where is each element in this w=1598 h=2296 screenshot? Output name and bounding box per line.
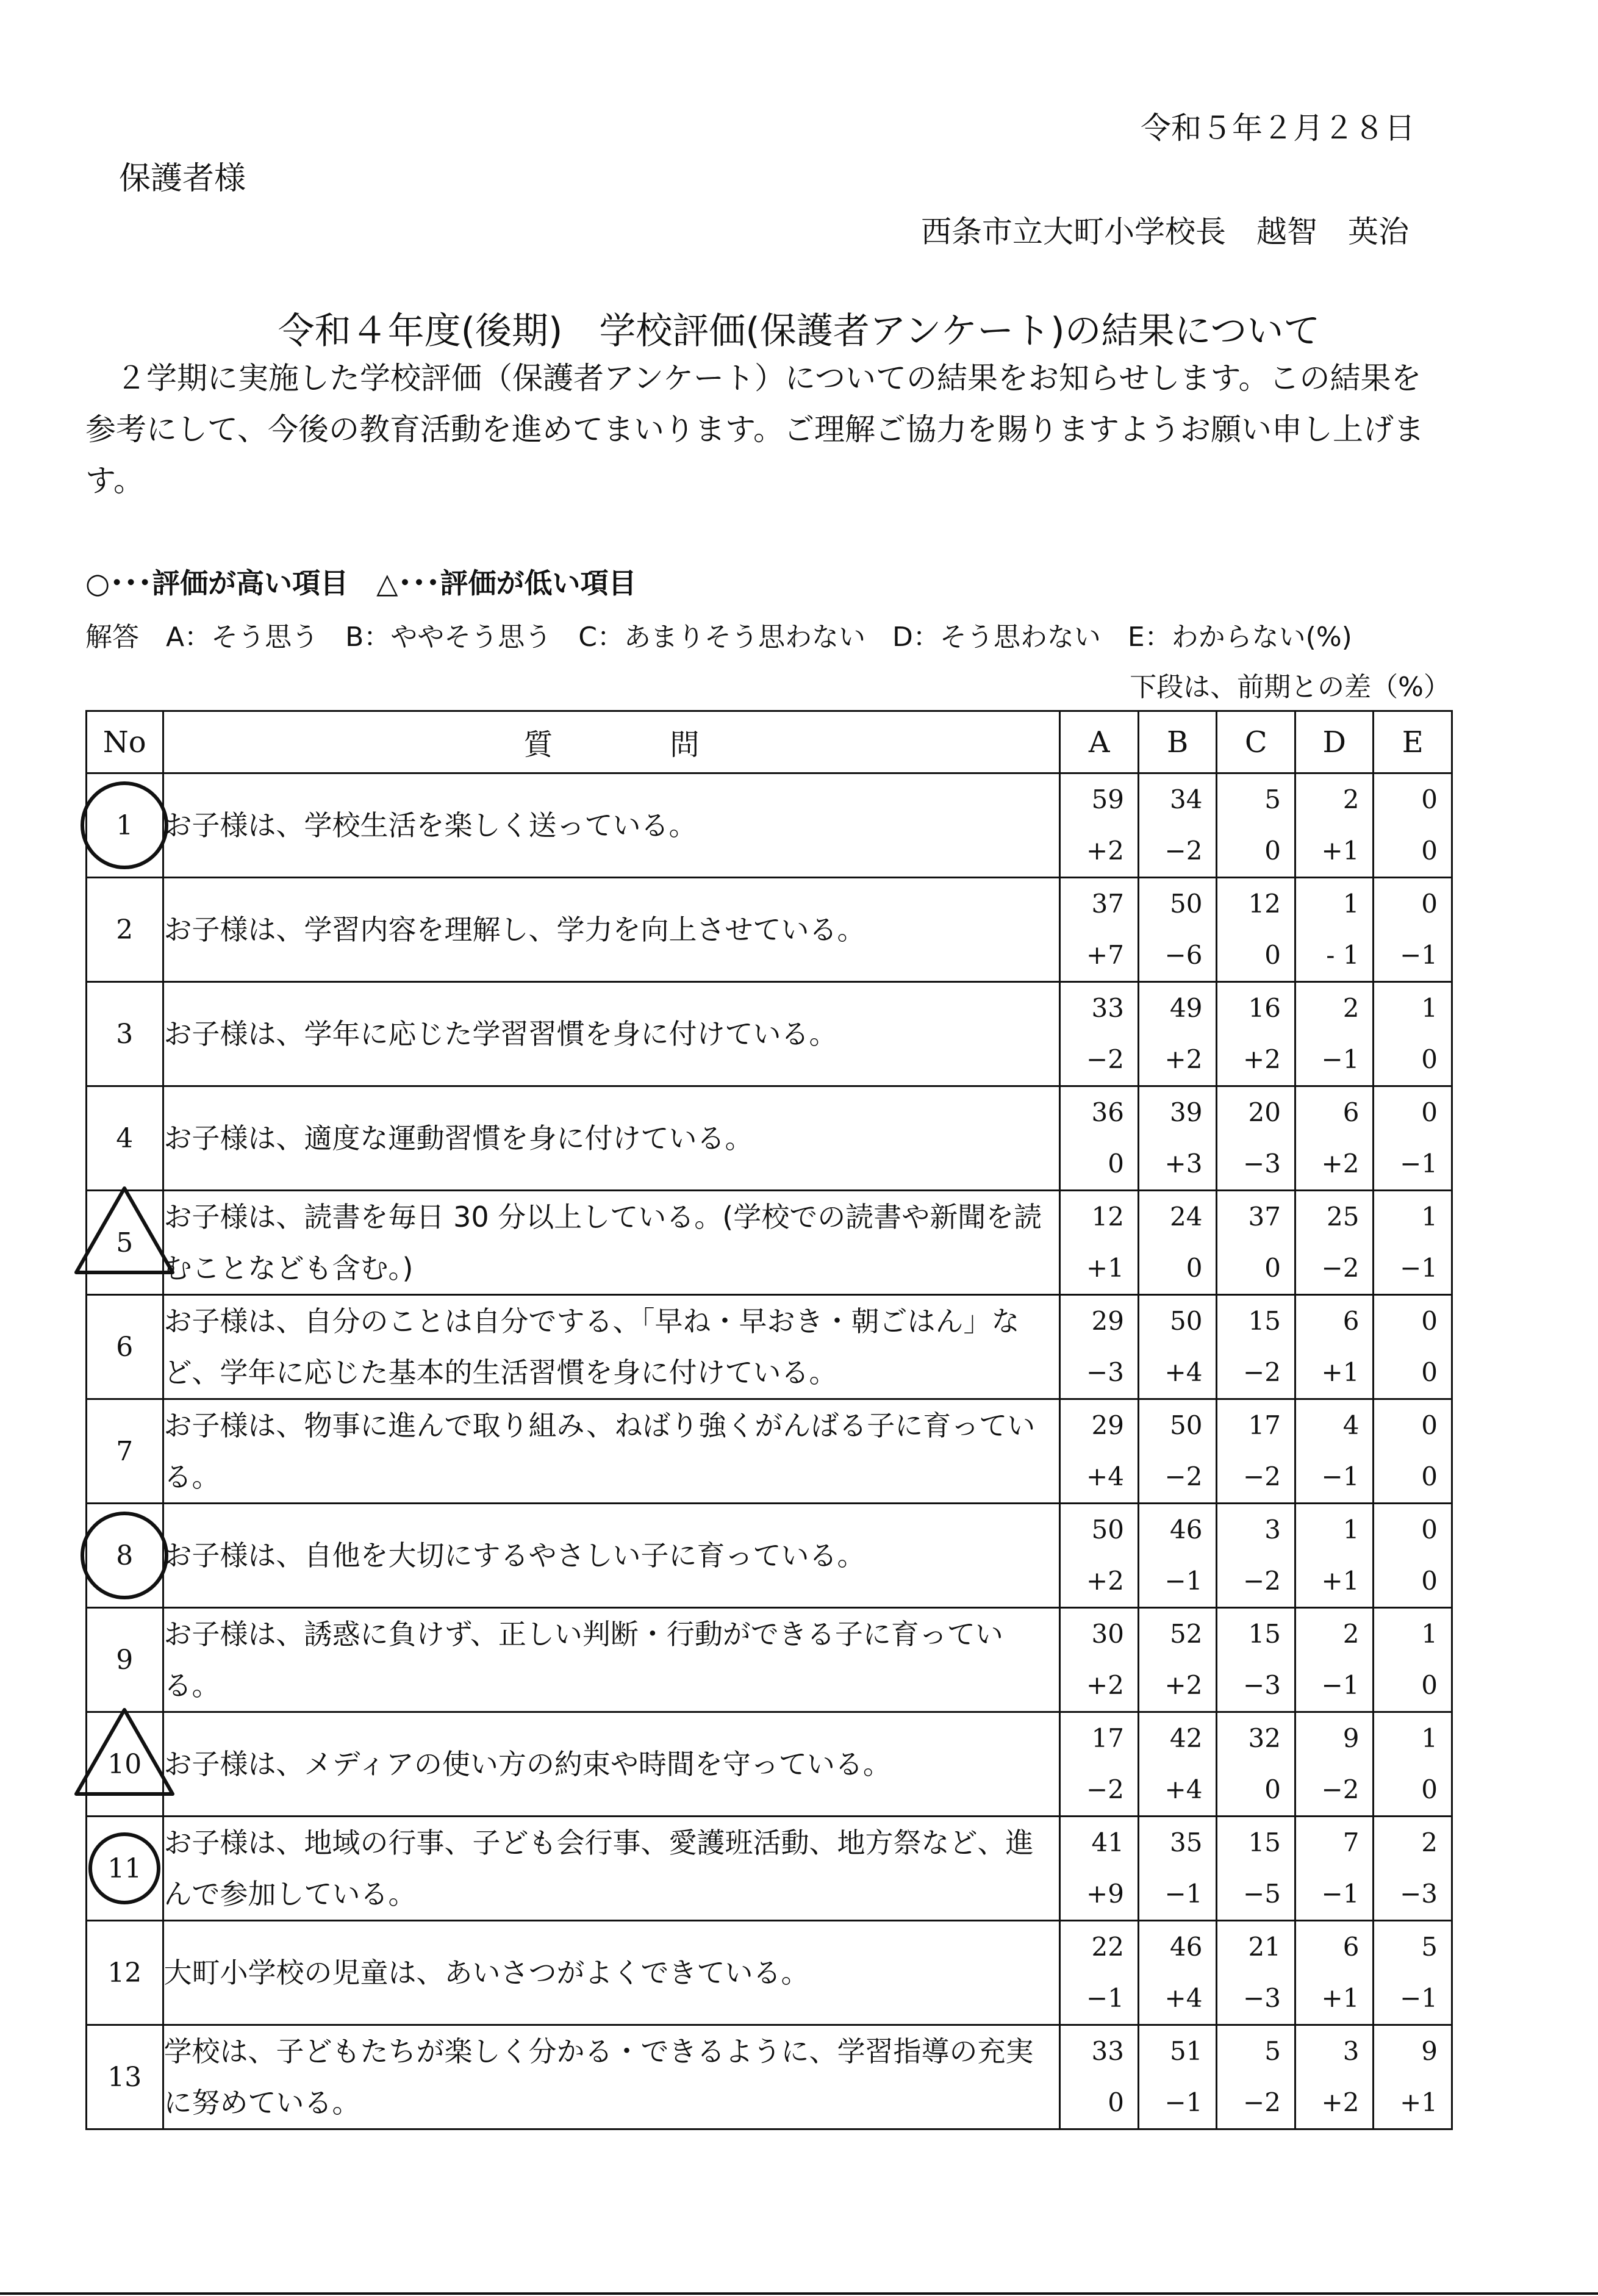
table-row: [87, 1191, 1452, 1295]
row-number-cell: [87, 1712, 163, 1817]
value-cell-a: [1060, 1191, 1139, 1295]
value-cell-b: [1138, 878, 1217, 982]
question-text: お子様は、自分のことは自分でする、「早ね・早おき・朝ごはん」など、学年に応じた基本的生活習慣を身に付けている。: [163, 1295, 1060, 1399]
value-cell-e: [1374, 2025, 1452, 2129]
value-cell-e: [1374, 1921, 1452, 2025]
value-cell-b: [1138, 773, 1217, 878]
value-cell-b: [1138, 982, 1217, 1086]
value-cell-b: [1138, 1921, 1217, 2025]
current-percent: 0: [1421, 1097, 1438, 1127]
document-date: 令和５年２月２８日: [1141, 110, 1415, 146]
value-cell-c: [1217, 2025, 1295, 2129]
current-percent: 50: [1169, 889, 1203, 919]
current-percent: 1: [1421, 1723, 1438, 1753]
current-percent: 22: [1091, 1932, 1124, 1962]
current-percent: 25: [1327, 1202, 1360, 1232]
current-percent: 33: [1091, 993, 1124, 1023]
value-cell-c: [1217, 1608, 1295, 1712]
value-cell-e: [1374, 1504, 1452, 1608]
difference-from-previous: −2: [1086, 1044, 1124, 1074]
difference-from-previous: −1: [1321, 1462, 1360, 1491]
value-cell-e: [1374, 982, 1452, 1086]
difference-from-previous: +4: [1164, 1774, 1203, 1804]
difference-note: 下段は、前期との差（%）: [1130, 672, 1450, 703]
question-text: お子様は、誘惑に負けず、正しい判断・行動ができる子に育っている。: [163, 1608, 1060, 1712]
row-number-cell: [87, 1295, 163, 1399]
header-e: E: [1374, 711, 1452, 773]
current-percent: 15: [1248, 1619, 1281, 1649]
intro-text: ２学期に実施した学校評価（保護者アンケート）についての結果をお知らせします。この結果を参考にして、今後の教育活動を進めてまいります。ご理解ご協力を賜りますようお願い申し上げます。: [85, 361, 1424, 498]
value-cell-d: [1295, 773, 1374, 878]
difference-from-previous: −1: [1400, 1983, 1438, 2013]
difference-from-previous: +7: [1086, 940, 1124, 970]
current-percent: 3: [1264, 1515, 1281, 1544]
value-cell-c: [1217, 1086, 1295, 1191]
value-cell-c: [1217, 1817, 1295, 1921]
value-cell-b: [1138, 1191, 1217, 1295]
difference-from-previous: −3: [1086, 1357, 1124, 1387]
value-cell-e: [1374, 1086, 1452, 1191]
row-number-cell: [87, 1086, 163, 1191]
table-body: [87, 773, 1452, 2129]
current-percent: 34: [1169, 784, 1203, 814]
difference-from-previous: −2: [1243, 1566, 1281, 1596]
question-text: お子様は、地域の行事、子ども会行事、愛護班活動、地方祭など、進んで参加している。: [163, 1817, 1060, 1921]
row-number-cell: [87, 878, 163, 982]
current-percent: 59: [1091, 784, 1124, 814]
difference-from-previous: −1: [1400, 1253, 1438, 1283]
difference-from-previous: +3: [1164, 1149, 1203, 1178]
difference-from-previous: −2: [1321, 1253, 1360, 1283]
current-percent: 12: [1248, 889, 1281, 919]
value-cell-d: [1295, 1608, 1374, 1712]
current-percent: 15: [1248, 1306, 1281, 1336]
survey-results-table: [85, 710, 1453, 2130]
row-number: 2: [116, 914, 134, 945]
mark-legend: ○･･･評価が高い項目 △･･･評価が低い項目: [85, 567, 637, 600]
current-percent: 5: [1264, 2036, 1281, 2066]
row-number: 1: [116, 809, 134, 841]
question-text: お子様は、読書を毎日 30 分以上している。(学校での読書や新聞を読むことなども含む。): [163, 1191, 1060, 1295]
table-row: [87, 1712, 1452, 1817]
current-percent: 50: [1091, 1515, 1124, 1544]
row-number-cell: [87, 1608, 163, 1712]
current-percent: 15: [1248, 1828, 1281, 1857]
value-cell-c: [1217, 1504, 1295, 1608]
value-cell-c: [1217, 1295, 1295, 1399]
current-percent: 50: [1169, 1410, 1203, 1440]
value-cell-d: [1295, 1399, 1374, 1504]
difference-from-previous: −1: [1321, 1670, 1360, 1700]
row-number: 7: [116, 1435, 134, 1467]
value-cell-b: [1138, 2025, 1217, 2129]
value-cell-a: [1060, 1399, 1139, 1504]
current-percent: 21: [1248, 1932, 1281, 1962]
current-percent: 5: [1421, 1932, 1438, 1962]
table-row: [87, 1504, 1452, 1608]
value-cell-b: [1138, 1295, 1217, 1399]
value-cell-c: [1217, 878, 1295, 982]
difference-from-previous: −1: [1164, 1879, 1203, 1909]
difference-from-previous: +1: [1086, 1253, 1124, 1283]
difference-from-previous: +9: [1086, 1879, 1124, 1909]
header-a: A: [1060, 711, 1139, 773]
table-row: [87, 878, 1452, 982]
table-row: [87, 1295, 1452, 1399]
value-cell-e: [1374, 878, 1452, 982]
question-text: 大町小学校の児童は、あいさつがよくできている。: [163, 1921, 1060, 2025]
value-cell-c: [1217, 773, 1295, 878]
difference-from-previous: −2: [1243, 1462, 1281, 1491]
difference-from-previous: −1: [1164, 2087, 1203, 2117]
value-cell-d: [1295, 1191, 1374, 1295]
difference-from-previous: 0: [1108, 2087, 1124, 2117]
current-percent: 37: [1091, 889, 1124, 919]
difference-from-previous: +4: [1086, 1462, 1124, 1491]
value-cell-e: [1374, 1712, 1452, 1817]
current-percent: 41: [1091, 1828, 1124, 1857]
difference-from-previous: +1: [1321, 1983, 1360, 2013]
intro-paragraph: [85, 353, 1452, 506]
difference-from-previous: +2: [1243, 1044, 1281, 1074]
row-number-cell: [87, 982, 163, 1086]
row-number: 6: [116, 1331, 134, 1363]
current-percent: 50: [1169, 1306, 1203, 1336]
row-number: 4: [116, 1122, 134, 1154]
value-cell-a: [1060, 1295, 1139, 1399]
value-cell-e: [1374, 773, 1452, 878]
row-number: 13: [107, 2061, 142, 2093]
difference-from-previous: +2: [1164, 1044, 1203, 1074]
table-row: [87, 1817, 1452, 1921]
document-title: 令和４年度(後期) 学校評価(保護者アンケート)の結果について: [278, 310, 1320, 353]
value-cell-d: [1295, 1295, 1374, 1399]
current-percent: 17: [1091, 1723, 1124, 1753]
header-c: C: [1217, 711, 1295, 773]
difference-from-previous: +1: [1321, 1357, 1360, 1387]
row-number-cell: [87, 2025, 163, 2129]
header-question: 質 問: [163, 711, 1060, 773]
value-cell-e: [1374, 1399, 1452, 1504]
value-cell-e: [1374, 1608, 1452, 1712]
value-cell-b: [1138, 1817, 1217, 1921]
current-percent: 39: [1169, 1097, 1203, 1127]
value-cell-d: [1295, 982, 1374, 1086]
value-cell-e: [1374, 1295, 1452, 1399]
current-percent: 2: [1421, 1828, 1438, 1857]
difference-from-previous: −1: [1400, 1149, 1438, 1178]
row-number: 11: [107, 1853, 142, 1884]
value-cell-a: [1060, 982, 1139, 1086]
row-number-cell: [87, 1921, 163, 2025]
current-percent: 32: [1248, 1723, 1281, 1753]
row-number: 3: [116, 1018, 134, 1050]
current-percent: 49: [1169, 993, 1203, 1023]
current-percent: 3: [1342, 2036, 1360, 2066]
difference-from-previous: −3: [1243, 1670, 1281, 1700]
value-cell-a: [1060, 1608, 1139, 1712]
value-cell-a: [1060, 1921, 1139, 2025]
difference-from-previous: +4: [1164, 1357, 1203, 1387]
current-percent: 46: [1169, 1515, 1203, 1544]
current-percent: 33: [1091, 2036, 1124, 2066]
question-text: 学校は、子どもたちが楽しく分かる・できるように、学習指導の充実に努めている。: [163, 2025, 1060, 2129]
current-percent: 46: [1169, 1932, 1203, 1962]
table-row: [87, 1608, 1452, 1712]
row-number: 5: [116, 1227, 134, 1258]
difference-from-previous: −3: [1243, 1149, 1281, 1178]
value-cell-d: [1295, 878, 1374, 982]
current-percent: 24: [1169, 1202, 1203, 1232]
current-percent: 1: [1342, 889, 1360, 919]
table-row: [87, 1086, 1452, 1191]
difference-from-previous: 0: [1264, 1253, 1281, 1283]
value-cell-c: [1217, 1921, 1295, 2025]
question-text: お子様は、学年に応じた学習習慣を身に付けている。: [163, 982, 1060, 1086]
difference-from-previous: −1: [1086, 1983, 1124, 2013]
value-cell-c: [1217, 1712, 1295, 1817]
value-cell-b: [1138, 1712, 1217, 1817]
current-percent: 6: [1342, 1932, 1360, 1962]
current-percent: 9: [1342, 1723, 1360, 1753]
value-cell-c: [1217, 982, 1295, 1086]
current-percent: 37: [1248, 1202, 1281, 1232]
header-no: No: [87, 711, 163, 773]
difference-from-previous: −2: [1164, 1462, 1203, 1491]
value-cell-d: [1295, 1712, 1374, 1817]
current-percent: 6: [1342, 1306, 1360, 1336]
table-row: [87, 1921, 1452, 2025]
current-percent: 2: [1342, 1619, 1360, 1649]
difference-from-previous: +1: [1321, 836, 1360, 866]
question-text: お子様は、適度な運動習慣を身に付けている。: [163, 1086, 1060, 1191]
value-cell-d: [1295, 1086, 1374, 1191]
table-row: [87, 1399, 1452, 1504]
difference-from-previous: −2: [1164, 836, 1203, 866]
question-text: お子様は、学習内容を理解し、学力を向上させている。: [163, 878, 1060, 982]
difference-from-previous: −5: [1243, 1879, 1281, 1909]
current-percent: 0: [1421, 1515, 1438, 1544]
row-number-cell: [87, 1817, 163, 1921]
difference-from-previous: 0: [1421, 1774, 1438, 1804]
current-percent: 36: [1091, 1097, 1124, 1127]
page-bottom-rule: [0, 2292, 1598, 2295]
row-number: 12: [107, 1957, 142, 1989]
difference-from-previous: 0: [1421, 1670, 1438, 1700]
value-cell-d: [1295, 2025, 1374, 2129]
difference-from-previous: −6: [1164, 940, 1203, 970]
value-cell-d: [1295, 1921, 1374, 2025]
value-cell-b: [1138, 1608, 1217, 1712]
current-percent: 2: [1342, 784, 1360, 814]
answers-key: 解答 A：そう思う B：ややそう思う C：あまりそう思わない D：そう思わない E：わからない(%): [85, 622, 1352, 653]
table-row: [87, 982, 1452, 1086]
current-percent: 29: [1091, 1306, 1124, 1336]
value-cell-a: [1060, 1504, 1139, 1608]
current-percent: 20: [1248, 1097, 1281, 1127]
difference-from-previous: −1: [1400, 940, 1438, 970]
current-percent: 0: [1421, 784, 1438, 814]
current-percent: 9: [1421, 2036, 1438, 2066]
row-number: 10: [107, 1748, 142, 1780]
value-cell-a: [1060, 1086, 1139, 1191]
row-number-cell: [87, 1399, 163, 1504]
current-percent: 16: [1248, 993, 1281, 1023]
current-percent: 35: [1169, 1828, 1203, 1857]
difference-from-previous: +2: [1086, 1670, 1124, 1700]
current-percent: 30: [1091, 1619, 1124, 1649]
difference-from-previous: 0: [1421, 1566, 1438, 1596]
current-percent: 12: [1091, 1202, 1124, 1232]
difference-from-previous: 0: [1108, 1149, 1124, 1178]
difference-from-previous: −2: [1243, 2087, 1281, 2117]
current-percent: 0: [1421, 889, 1438, 919]
difference-from-previous: −2: [1243, 1357, 1281, 1387]
difference-from-previous: 0: [1421, 1044, 1438, 1074]
question-text: お子様は、メディアの使い方の約束や時間を守っている。: [163, 1712, 1060, 1817]
value-cell-d: [1295, 1817, 1374, 1921]
difference-from-previous: 0: [1421, 1357, 1438, 1387]
value-cell-b: [1138, 1504, 1217, 1608]
difference-from-previous: 0: [1264, 940, 1281, 970]
difference-from-previous: −2: [1321, 1774, 1360, 1804]
header-d: D: [1295, 711, 1374, 773]
difference-from-previous: −3: [1400, 1879, 1438, 1909]
difference-from-previous: +1: [1400, 2087, 1438, 2117]
difference-from-previous: −3: [1243, 1983, 1281, 2013]
value-cell-a: [1060, 2025, 1139, 2129]
difference-from-previous: - 1: [1326, 940, 1360, 970]
value-cell-b: [1138, 1399, 1217, 1504]
value-cell-c: [1217, 1399, 1295, 1504]
difference-from-previous: +2: [1086, 1566, 1124, 1596]
table-row: [87, 773, 1452, 878]
difference-from-previous: −1: [1321, 1879, 1360, 1909]
question-text: お子様は、学校生活を楽しく送っている。: [163, 773, 1060, 878]
value-cell-a: [1060, 1817, 1139, 1921]
current-percent: 2: [1342, 993, 1360, 1023]
current-percent: 51: [1169, 2036, 1203, 2066]
recipient: 保護者様: [119, 160, 246, 197]
table-row: [87, 2025, 1452, 2129]
current-percent: 29: [1091, 1410, 1124, 1440]
current-percent: 1: [1342, 1515, 1360, 1544]
current-percent: 42: [1169, 1723, 1203, 1753]
question-text: お子様は、自他を大切にするやさしい子に育っている。: [163, 1504, 1060, 1608]
row-number-cell: [87, 773, 163, 878]
current-percent: 1: [1421, 1202, 1438, 1232]
difference-from-previous: 0: [1421, 1462, 1438, 1491]
value-cell-e: [1374, 1817, 1452, 1921]
value-cell-d: [1295, 1504, 1374, 1608]
difference-from-previous: 0: [1421, 836, 1438, 866]
sender: 西条市立大町小学校長 越智 英治: [921, 214, 1409, 249]
difference-from-previous: −2: [1086, 1774, 1124, 1804]
difference-from-previous: +4: [1164, 1983, 1203, 2013]
value-cell-e: [1374, 1191, 1452, 1295]
difference-from-previous: 0: [1264, 1774, 1281, 1804]
current-percent: 1: [1421, 1619, 1438, 1649]
question-text: お子様は、物事に進んで取り組み、ねばり強くがんばる子に育っている。: [163, 1399, 1060, 1504]
current-percent: 1: [1421, 993, 1438, 1023]
difference-from-previous: 0: [1186, 1253, 1203, 1283]
value-cell-c: [1217, 1191, 1295, 1295]
current-percent: 7: [1342, 1828, 1360, 1857]
difference-from-previous: 0: [1264, 836, 1281, 866]
value-cell-b: [1138, 1086, 1217, 1191]
current-percent: 0: [1421, 1410, 1438, 1440]
current-percent: 5: [1264, 784, 1281, 814]
row-number-cell: [87, 1191, 163, 1295]
current-percent: 6: [1342, 1097, 1360, 1127]
value-cell-a: [1060, 878, 1139, 982]
row-number: 9: [116, 1644, 134, 1676]
current-percent: 52: [1169, 1619, 1203, 1649]
difference-from-previous: +2: [1321, 2087, 1360, 2117]
current-percent: 4: [1342, 1410, 1360, 1440]
current-percent: 0: [1421, 1306, 1438, 1336]
difference-from-previous: +2: [1086, 836, 1124, 866]
value-cell-a: [1060, 1712, 1139, 1817]
difference-from-previous: +2: [1321, 1149, 1360, 1178]
difference-from-previous: −1: [1321, 1044, 1360, 1074]
difference-from-previous: +1: [1321, 1566, 1360, 1596]
value-cell-a: [1060, 773, 1139, 878]
row-number-cell: [87, 1504, 163, 1608]
difference-from-previous: −1: [1164, 1566, 1203, 1596]
header-b: B: [1138, 711, 1217, 773]
row-number: 8: [116, 1540, 134, 1571]
current-percent: 17: [1248, 1410, 1281, 1440]
difference-from-previous: +2: [1164, 1670, 1203, 1700]
table-header-row: [87, 711, 1452, 773]
